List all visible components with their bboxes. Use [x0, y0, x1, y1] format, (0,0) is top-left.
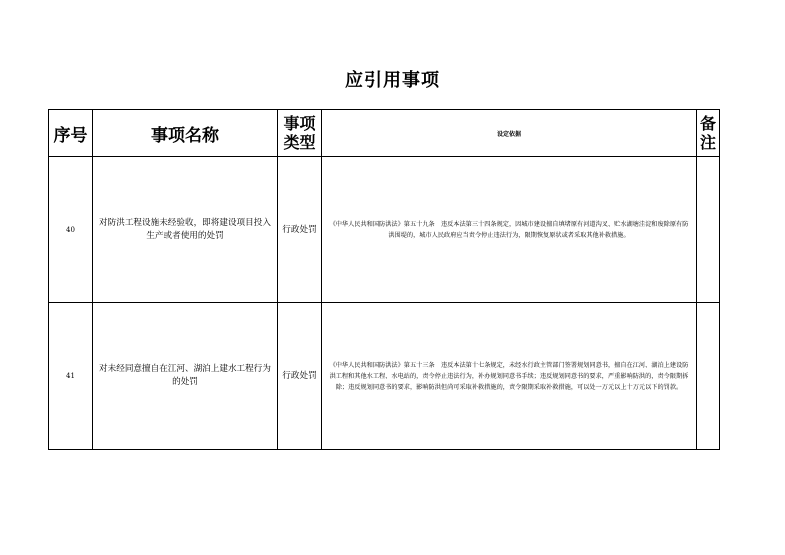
row-basis: 《中华人民共和国防洪法》第五十三条 违反本法第十七条规定，未经水行政主管部门签署规划同意书，擅自在江河、湖泊上建设防洪工程和其他水工程、水电站的，责令停止违法行为，补办规划同意书手续；违反规划同意书的要求，严重影响防洪的，责令限期拆除；违反规划同意书的要求，影响防洪但尚可采取补救措施的，责令限期采取补救措施，可以处一万元以上十万元以下的罚款。 — [322, 303, 697, 450]
row-remark — [697, 157, 720, 303]
table-row — [49, 303, 720, 450]
header-basis: 设定依据 — [322, 110, 697, 157]
header-seq: 序号 — [49, 110, 93, 157]
table-row — [49, 157, 720, 303]
header-remark-line1: 备 — [699, 114, 716, 133]
header-name: 事项名称 — [93, 110, 278, 157]
page-title: 应引用事项 — [345, 70, 440, 91]
table-header-row — [49, 110, 720, 157]
row-seq: 40 — [49, 157, 93, 303]
header-remark-line2: 注 — [699, 133, 716, 152]
header-type — [278, 110, 322, 157]
row-type: 行政处罚 — [278, 303, 322, 450]
row-type: 行政处罚 — [278, 157, 322, 303]
header-remark — [697, 110, 720, 157]
header-type-line1: 事项 — [283, 114, 316, 133]
items-table — [48, 109, 720, 450]
row-name: 对防洪工程设施未经验收，即将建设项目投入生产或者使用的处罚 — [93, 157, 278, 303]
row-basis: 《中华人民共和国防洪法》第五十九条 违反本法第三十四条规定，因城市建设擅自填堵原有河道沟叉、贮水湖塘洼淀和废除原有防洪围堤的，城市人民政府应当责令停止违法行为，限期恢复原状或者采取其他补救措施。 — [322, 157, 697, 303]
row-remark — [697, 303, 720, 450]
header-type-line2: 类型 — [283, 133, 316, 152]
row-name: 对未经同意擅自在江河、湖泊上建水工程行为的处罚 — [93, 303, 278, 450]
row-seq: 41 — [49, 303, 93, 450]
